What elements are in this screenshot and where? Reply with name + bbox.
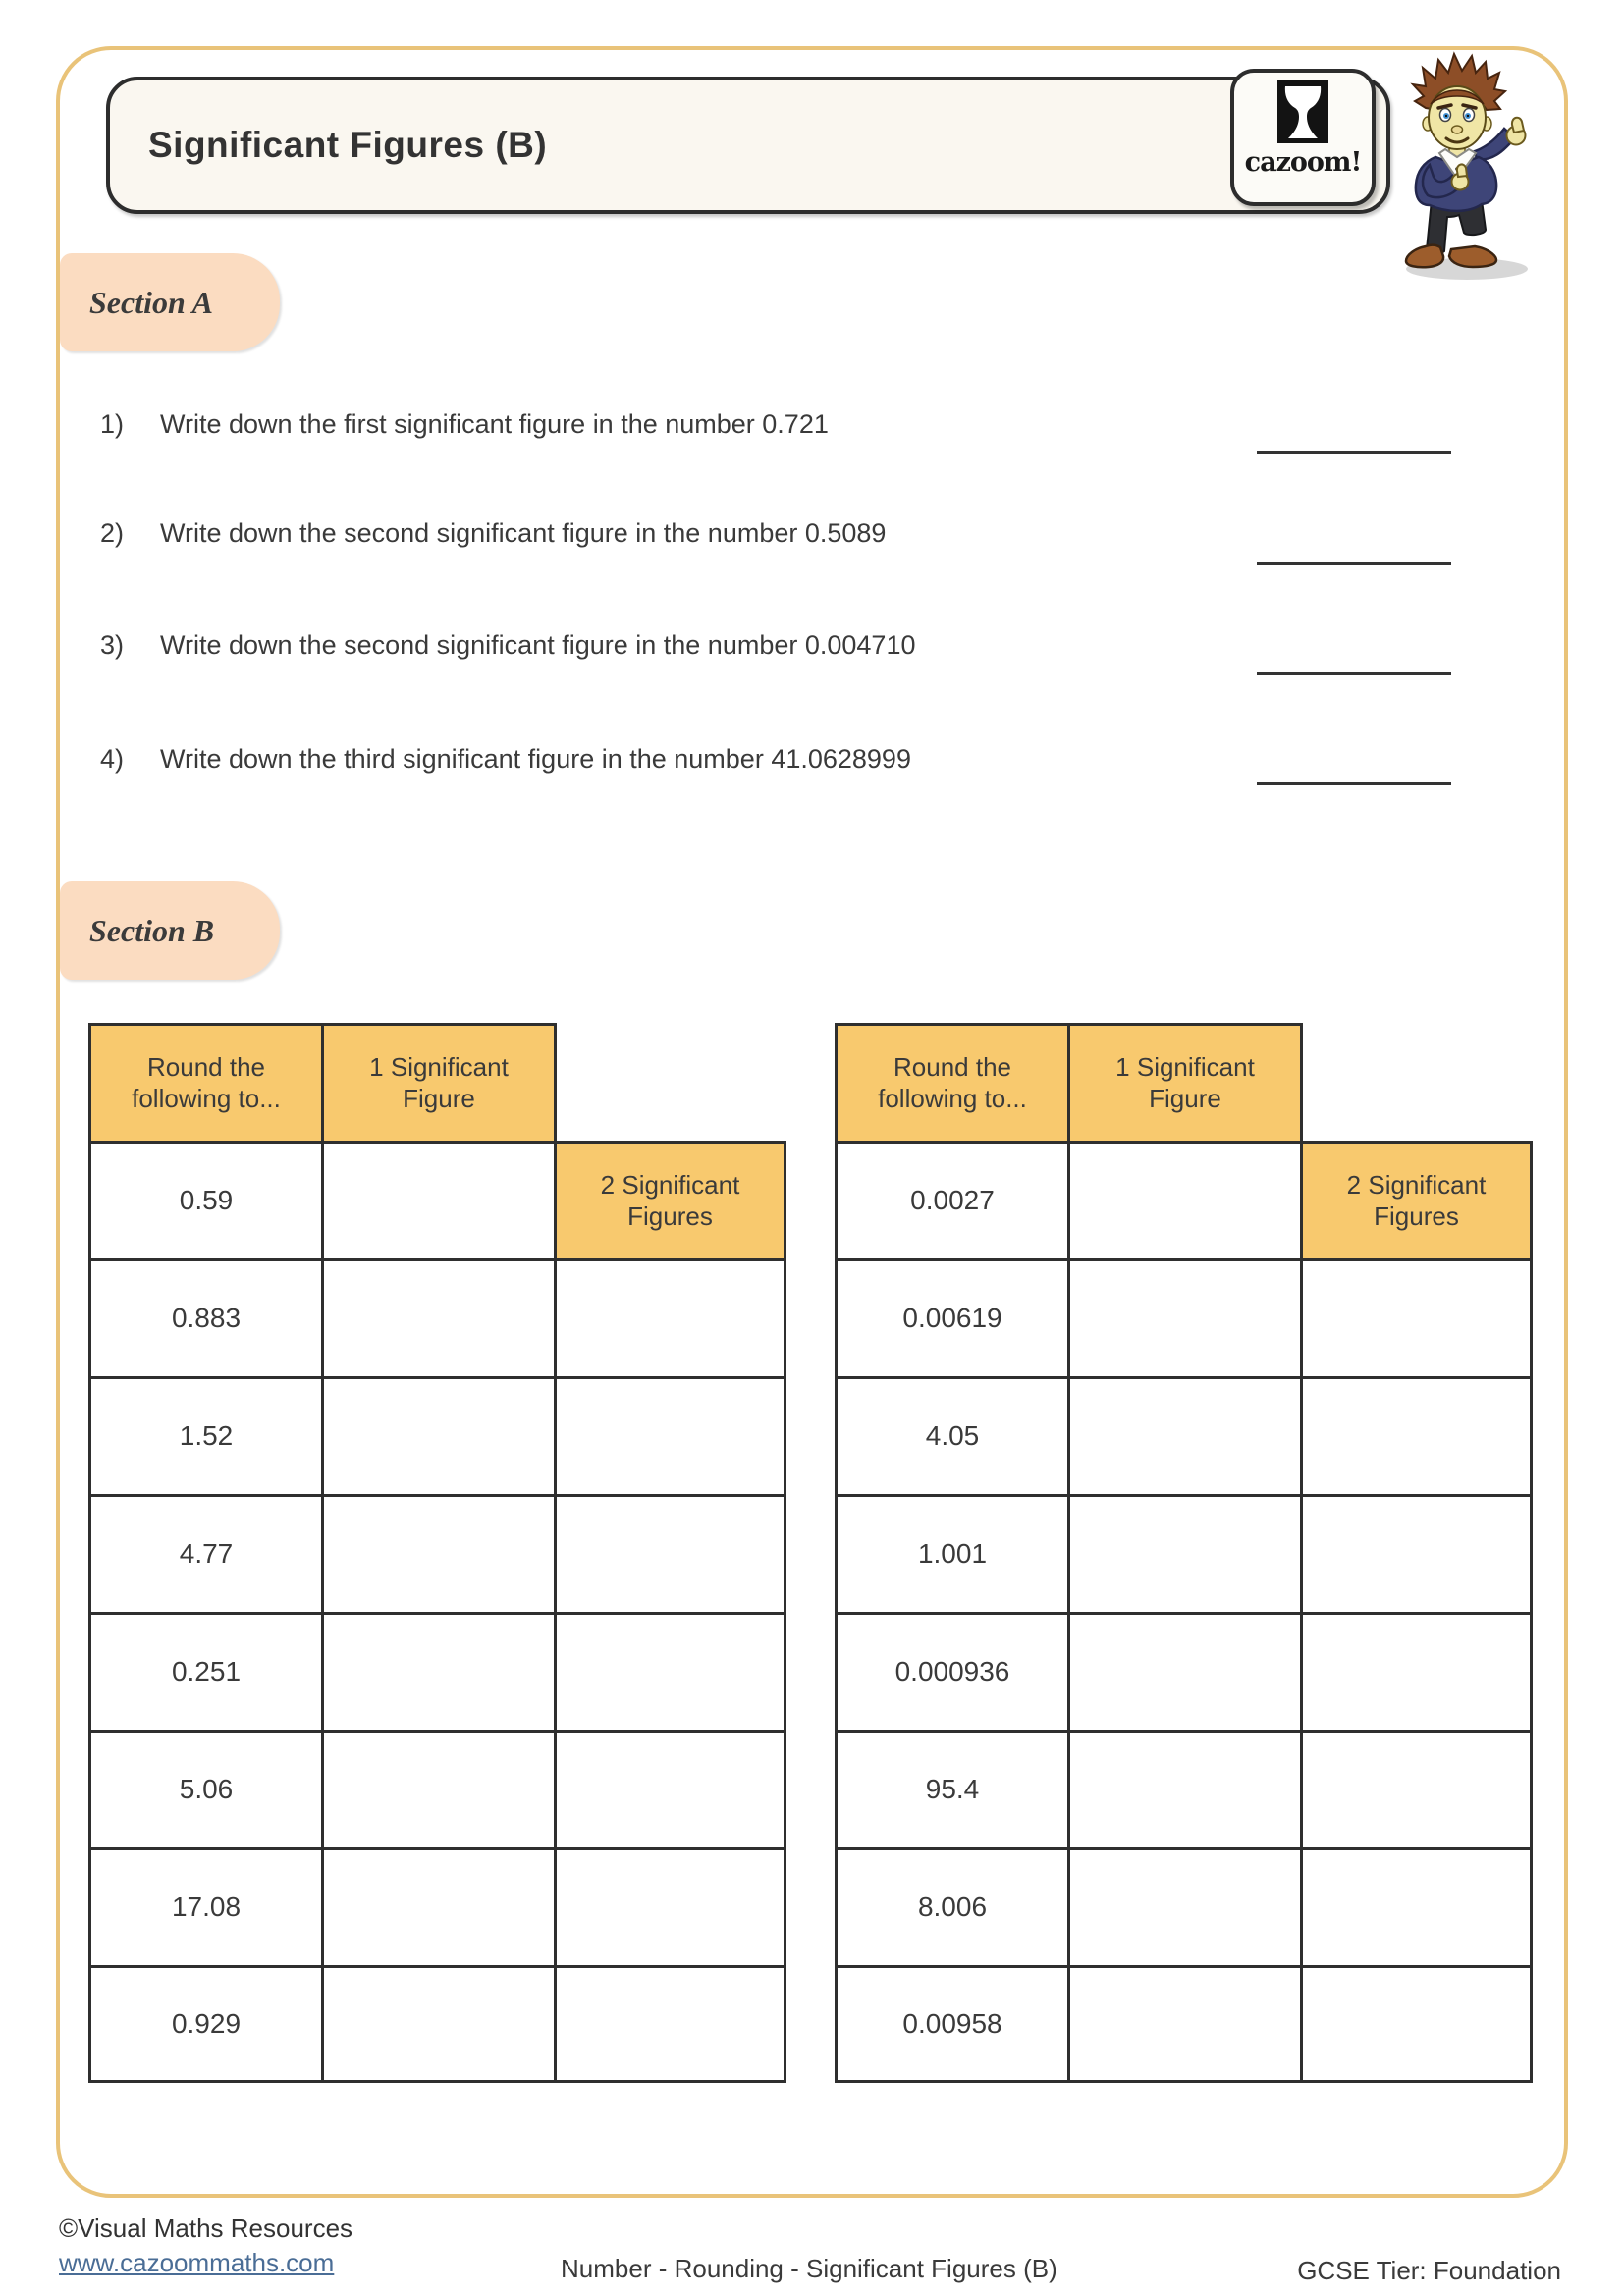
question-number: 4) xyxy=(100,744,125,774)
question-number: 2) xyxy=(100,518,125,548)
table-answer-cell xyxy=(1067,1258,1300,1376)
question-text: Write down the third significant figure in the number 41.0628999 xyxy=(160,744,911,774)
table-value-cell: 0.59 xyxy=(88,1141,321,1258)
table-value-cell: 0.00619 xyxy=(835,1258,1067,1376)
table-answer-cell xyxy=(321,1258,554,1376)
table-answer-cell xyxy=(554,1847,786,1965)
answer-line-2 xyxy=(1257,562,1451,565)
table-value-cell: 4.77 xyxy=(88,1494,321,1612)
footer-copyright: ©Visual Maths Resources xyxy=(59,2214,353,2243)
table-answer-cell xyxy=(1067,1612,1300,1730)
table-value-cell: 0.0027 xyxy=(835,1141,1067,1258)
rounding-table-right xyxy=(835,1023,1533,2083)
table-value-cell: 17.08 xyxy=(88,1847,321,1965)
table-header-round-following: Round the following to... xyxy=(835,1023,1067,1141)
question-text: Write down the second significant figure in the number 0.5089 xyxy=(160,518,887,548)
table-header-2-sig-figures: 2 Significant Figures xyxy=(1300,1141,1533,1258)
table-value-cell: 4.05 xyxy=(835,1376,1067,1494)
section-b-label xyxy=(60,881,280,980)
table-value-cell: 1.001 xyxy=(835,1494,1067,1612)
table-value-cell: 8.006 xyxy=(835,1847,1067,1965)
table-answer-cell xyxy=(1067,1965,1300,2083)
answer-line-3 xyxy=(1257,672,1451,675)
question-row-3 xyxy=(0,627,1624,663)
table-header-2-sig-figures: 2 Significant Figures xyxy=(554,1141,786,1258)
table-answer-cell xyxy=(1300,1847,1533,1965)
table-answer-cell xyxy=(321,1494,554,1612)
table-value-cell: 0.251 xyxy=(88,1612,321,1730)
cazoom-mascot-illustration xyxy=(1386,47,1563,283)
table-answer-cell xyxy=(554,1258,786,1376)
section-a-label xyxy=(60,253,280,351)
table-answer-cell xyxy=(1067,1730,1300,1847)
table-answer-cell xyxy=(321,1141,554,1258)
table-header-1-sig-figure: 1 Significant Figure xyxy=(321,1023,554,1141)
section-a-label-text: Section A xyxy=(89,284,213,320)
question-number: 1) xyxy=(100,409,125,439)
table-value-cell: 5.06 xyxy=(88,1730,321,1847)
cazoom-logo-drum-icon xyxy=(1238,73,1368,149)
table-answer-cell xyxy=(1300,1494,1533,1612)
table-ghost-cell xyxy=(554,1023,786,1141)
answer-line-1 xyxy=(1257,451,1451,454)
table-answer-cell xyxy=(1300,1376,1533,1494)
table-answer-cell xyxy=(1300,1965,1533,2083)
question-row-1 xyxy=(0,406,1624,442)
table-answer-cell xyxy=(321,1847,554,1965)
question-text: Write down the second significant figure in the number 0.004710 xyxy=(160,630,916,660)
table-answer-cell xyxy=(554,1612,786,1730)
title-box xyxy=(106,77,1390,214)
rounding-table-left xyxy=(88,1023,786,2083)
cazoom-logo-text: cazoom! xyxy=(1244,147,1362,178)
table-answer-cell xyxy=(1300,1612,1533,1730)
section-b-label-text: Section B xyxy=(89,912,215,948)
question-row-4 xyxy=(0,741,1624,776)
table-answer-cell xyxy=(321,1612,554,1730)
table-answer-cell xyxy=(554,1376,786,1494)
footer-website-link[interactable]: www.cazoommaths.com xyxy=(59,2248,335,2277)
table-ghost-cell xyxy=(1300,1023,1533,1141)
table-answer-cell xyxy=(1300,1730,1533,1847)
question-text: Write down the first significant figure in the number 0.721 xyxy=(160,409,829,439)
table-value-cell: 0.883 xyxy=(88,1258,321,1376)
table-answer-cell xyxy=(321,1965,554,2083)
table-answer-cell xyxy=(1300,1258,1533,1376)
table-value-cell: 95.4 xyxy=(835,1730,1067,1847)
table-header-round-following: Round the following to... xyxy=(88,1023,321,1141)
cazoom-logo-box xyxy=(1230,69,1376,206)
table-value-cell: 1.52 xyxy=(88,1376,321,1494)
table-answer-cell xyxy=(1067,1141,1300,1258)
table-header-1-sig-figure: 1 Significant Figure xyxy=(1067,1023,1300,1141)
footer-topic-text: Number - Rounding - Significant Figures (B) xyxy=(561,2254,1057,2283)
table-answer-cell xyxy=(554,1494,786,1612)
table-value-cell: 0.929 xyxy=(88,1965,321,2083)
answer-line-4 xyxy=(1257,782,1451,785)
page-title: Significant Figures (B) xyxy=(148,125,548,165)
table-value-cell: 0.00958 xyxy=(835,1965,1067,2083)
table-answer-cell xyxy=(321,1730,554,1847)
question-row-2 xyxy=(0,515,1624,551)
footer-tier-text: GCSE Tier: Foundation xyxy=(1297,2256,1561,2285)
table-answer-cell xyxy=(554,1965,786,2083)
table-answer-cell xyxy=(1067,1376,1300,1494)
table-answer-cell xyxy=(1067,1494,1300,1612)
table-answer-cell xyxy=(554,1730,786,1847)
table-value-cell: 0.000936 xyxy=(835,1612,1067,1730)
question-number: 3) xyxy=(100,630,125,660)
table-answer-cell xyxy=(321,1376,554,1494)
table-answer-cell xyxy=(1067,1847,1300,1965)
